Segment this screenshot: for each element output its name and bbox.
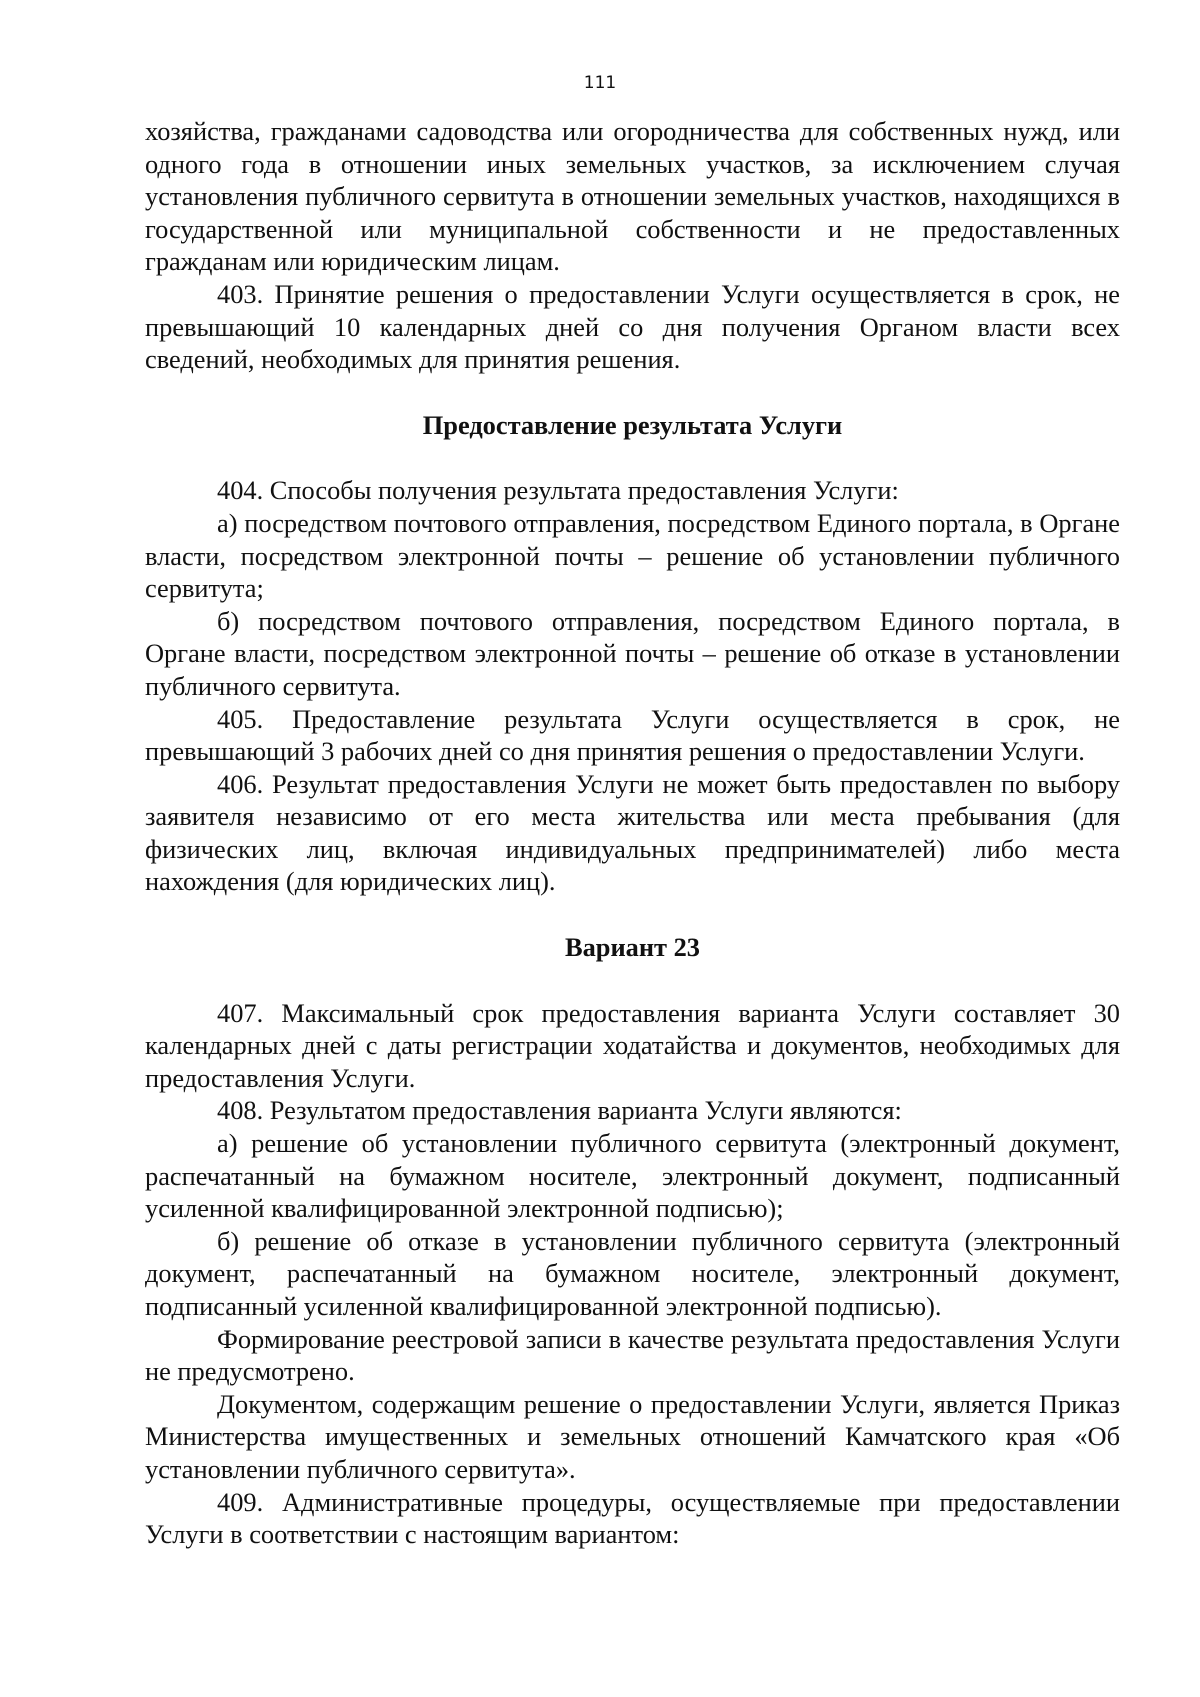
paragraph-405: 405. Предоставление результата Услуги осуществляется в срок, не превышающий 3 рабочих дней со дня принятия решения о предоставлении Услуги. xyxy=(145,703,1120,767)
page-number: 111 xyxy=(583,73,617,93)
section-heading-result: Предоставление результата Услуги xyxy=(422,409,843,440)
paragraph-408: 408. Результатом предоставления варианта Услуги являются: xyxy=(217,1095,902,1126)
paragraph-409: 409. Административные процедуры, осуществляемые при предоставлении Услуги в соответствии с настоящим вариантом: xyxy=(145,1486,1120,1550)
paragraph-408-b: б) решение об отказе в установлении публичного сервитута (электронный документ, распечатанный на бумажном носителе, электронный документ, подписанный усиленной квалифицированной электронной подписью). xyxy=(145,1225,1120,1321)
paragraph-404: 404. Способы получения результата предоставления Услуги: xyxy=(217,475,899,506)
paragraph-406: 406. Результат предоставления Услуги не может быть предоставлен по выбору заявителя независимо от его места жительства или места пребывания (для физических лиц, включая индивидуальных предпринимателей) либо места нахождения (для юридических лиц). xyxy=(145,768,1120,897)
paragraph-404-b: б) посредством почтового отправления, посредством Единого портала, в Органе власти, посредством электронной почты – решение об отказе в установлении публичного сервитута. xyxy=(145,605,1120,701)
paragraph-408-a: а) решение об установлении публичного сервитута (электронный документ, распечатанный на бумажном носителе, электронный документ, подписанный усиленной квалифицированной электронной подписью); xyxy=(145,1128,1120,1224)
paragraph-continuation: хозяйства, гражданами садоводства или огородничества для собственных нужд, или одного года в отношении иных земельных участков, за исключением случая установления публичного сервитута в отношении земельных участков, находящихся в государственной или муниципальной собственности и не предоставленных гражданам или юридическим лицам. xyxy=(145,116,1120,277)
paragraph-registry-note: Формирование реестровой записи в качестве результата предоставления Услуги не предусмотрено. xyxy=(145,1323,1120,1387)
paragraph-404-a: а) посредством почтового отправления, посредством Единого портала, в Органе власти, посредством электронной почты – решение об установлении публичного сервитута; xyxy=(145,507,1120,604)
document-body xyxy=(145,115,1120,1551)
paragraph-decision-document: Документом, содержащим решение о предоставлении Услуги, является Приказ Министерства имущественных и земельных отношений Камчатского края «Об установлении публичного сервитута». xyxy=(145,1388,1120,1484)
paragraph-407: 407. Максимальный срок предоставления варианта Услуги составляет 30 календарных дней с даты регистрации ходатайства и документов, необходимых для предоставления Услуги. xyxy=(145,997,1120,1093)
section-heading-variant: Вариант 23 xyxy=(564,932,701,963)
paragraph-403: 403. Принятие решения о предоставлении Услуги осуществляется в срок, не превышающий 10 календарных дней со дня получения Органом власти всех сведений, необходимых для принятия решения. xyxy=(145,278,1120,375)
